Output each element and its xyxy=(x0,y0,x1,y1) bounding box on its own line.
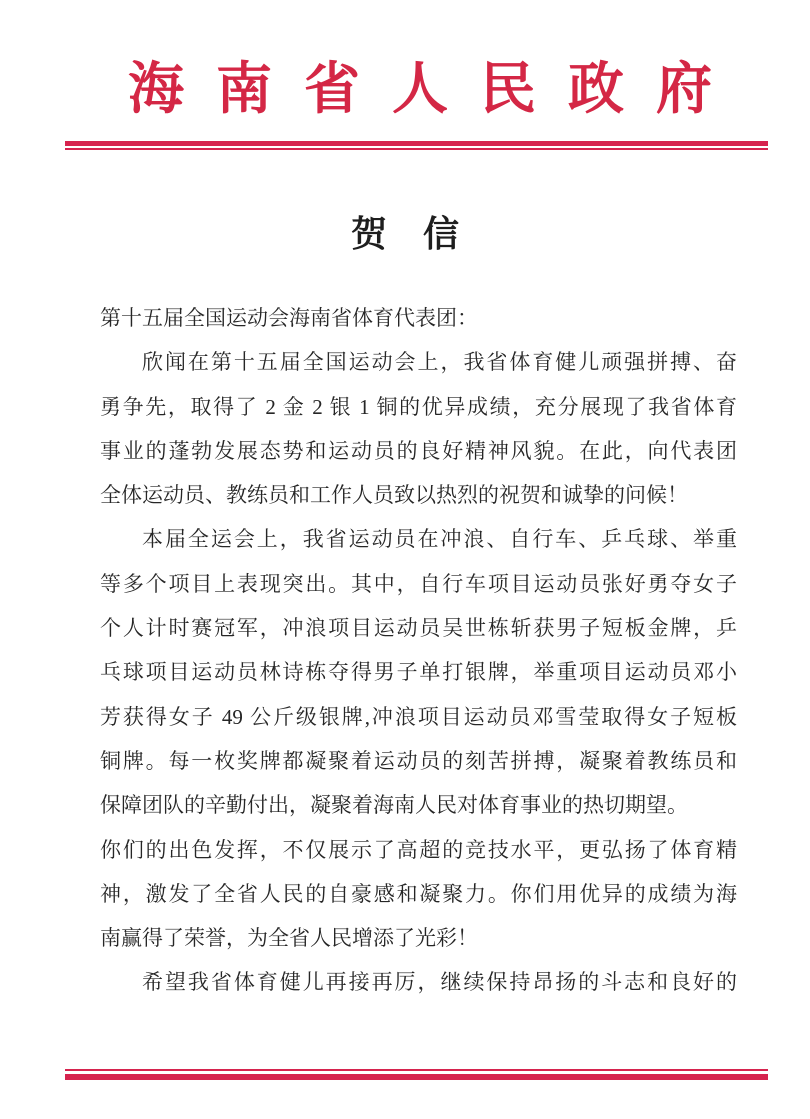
body-line: 事业的蓬勃发展态势和运动员的良好精神风貌。在此，向代表团 xyxy=(100,438,737,463)
footer-divider-thick-line xyxy=(65,1074,768,1080)
body-line: 勇争先，取得了 2 金 2 银 1 铜的优异成绩，充分展现了我省体育 xyxy=(100,394,737,419)
footer-divider xyxy=(65,1069,768,1080)
body-line: 神，激发了全省人民的自豪感和凝聚力。你们用优异的成绩为海 xyxy=(100,881,737,906)
body-line: 全体运动员、教练员和工作人员致以热烈的祝贺和诚挚的问候！ xyxy=(100,483,688,508)
body-line: 个人计时赛冠军，冲浪项目运动员吴世栋斩获男子短板金牌，乒 xyxy=(100,616,737,641)
letterhead-org-name: 海南省人民政府 xyxy=(128,59,744,121)
document-title: 贺 信 xyxy=(350,214,459,254)
body-line: 等多个项目上表现突出。其中，自行车项目运动员张好勇夺女子 xyxy=(100,571,737,596)
body-line: 本届全运会上，我省运动员在冲浪、自行车、乒乓球、举重 xyxy=(142,527,737,552)
body-line: 南赢得了荣誉，为全省人民增添了光彩！ xyxy=(100,926,478,951)
letterhead-divider xyxy=(65,141,768,150)
letter-body xyxy=(100,296,737,1005)
body-line: 第十五届全国运动会海南省体育代表团： xyxy=(100,306,478,330)
body-line: 你们的出色发挥，不仅展示了高超的竞技水平，更弘扬了体育精 xyxy=(100,837,737,862)
body-line: 乓球项目运动员林诗栋夺得男子单打银牌，举重项目运动员邓小 xyxy=(100,660,737,685)
body-line: 保障团队的辛勤付出，凝聚着海南人民对体育事业的热切期望。 xyxy=(100,793,688,818)
body-line: 欣闻在第十五届全国运动会上，我省体育健儿顽强拼搏、奋 xyxy=(142,350,737,375)
body-line: 芳获得女子 49 公斤级银牌,冲浪项目运动员邓雪莹取得女子短板 xyxy=(100,704,737,729)
body-line: 希望我省体育健儿再接再厉，继续保持昂扬的斗志和良好的 xyxy=(142,970,737,995)
letterhead-divider-thin-line xyxy=(65,148,768,150)
body-line: 铜牌。每一枚奖牌都凝聚着运动员的刻苦拼搏，凝聚着教练员和 xyxy=(100,748,737,773)
